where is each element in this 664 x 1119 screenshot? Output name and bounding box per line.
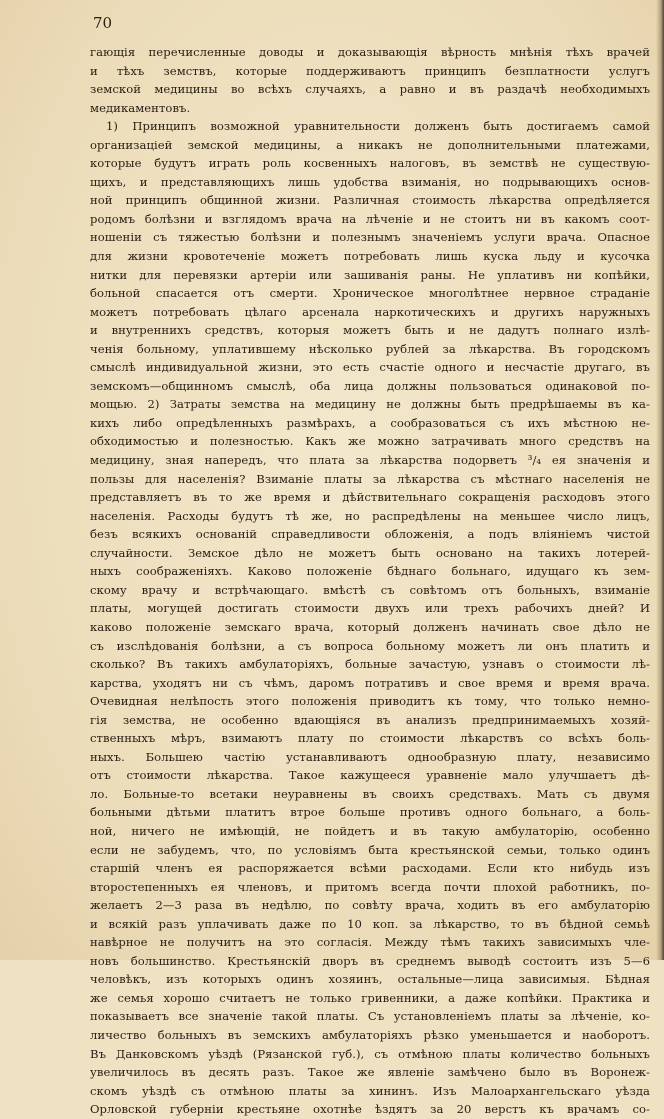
text-line: медикаментовъ. (90, 100, 191, 115)
text-line: навѣрное не получитъ на это согласія. Между тѣмъ такихъ зависимыхъ чле- (90, 935, 650, 950)
text-line: которые будутъ играть роль косвенныхъ налоговъ, въ земствѣ не существую- (90, 156, 650, 171)
text-line: новъ большинство. Крестьянскій дворъ въ среднемъ выводѣ состоитъ изъ 5—6 (90, 953, 650, 968)
text-line: пользы для населенія? Взиманіе платы за лѣкарства съ мѣстнаго населенія не (90, 471, 650, 486)
text-line: земской медицины во всѣхъ случаяхъ, а равно и въ раздачѣ необходимыхъ (90, 82, 650, 97)
text-line: же семья хорошо считаетъ не только гривенники, а даже копѣйки. Практика и (90, 990, 650, 1005)
text-line: старшій членъ ея распоряжается всѣми расходами. Если кто нибудь изъ (90, 861, 650, 876)
text-line: ныхъ соображеніяхъ. Каково положеніе бѣднаго больнаго, идущаго къ зем- (90, 564, 650, 579)
text-line: и тѣхъ земствъ, которые поддерживаютъ принципъ безплатности услугъ (90, 63, 650, 78)
text-line: увеличилось въ десять разъ. Такое же явленіе замѣчено было въ Воронеж- (90, 1065, 650, 1080)
text-line: ственныхъ мѣръ, взимаютъ плату по стоимости лѣкарствъ со всѣхъ боль- (90, 731, 650, 746)
text-line: щихъ, и представляющихъ лишь удобства взиманія, но подрывающихъ основ- (90, 174, 650, 189)
text-line: земскомъ—общинномъ смыслѣ, оба лица должны пользоваться одинаковой по- (90, 378, 650, 393)
text-line: ченія больному, уплатившему нѣсколько рублей за лѣкарства. Въ городскомъ (90, 341, 650, 356)
text-line: человѣкъ, изъ которыхъ одинъ хозяинъ, остальные—лица зависимыя. Бѣдная (90, 972, 650, 987)
text-line: случайности. Земское дѣло не можетъ быть основано на такихъ лотерей- (90, 545, 650, 560)
text-line: платы, могущей достигать стоимости двухъ или трехъ рабочихъ дней? И (90, 601, 650, 616)
body-text (90, 43, 650, 1119)
text-line: для жизни кровотеченіе можетъ потребовать лишь куска льду и кусочка (90, 249, 650, 264)
text-line: сколько? Въ такихъ амбулаторіяхъ, больные зачастую, узнавъ о стоимости лѣ- (90, 657, 650, 672)
text-line: ло. Больные-то всетаки неуравнены въ своихъ средствахъ. Мать съ двумя (90, 786, 650, 801)
text-line: Въ Данковскомъ уѣздѣ (Рязанской губ.), съ отмѣною платы количество больныхъ (90, 1046, 650, 1061)
text-line: личество больныхъ въ земскихъ амбулаторіяхъ рѣзко уменьшается и наоборотъ. (90, 1027, 650, 1042)
text-line: и всякій разъ уплачивать даже по 10 коп. за лѣкарство, то въ бѣдной семьѣ (90, 916, 650, 931)
text-line: населенія. Расходы будутъ тѣ же, но распредѣлены на меньшее число лицъ, (90, 508, 650, 523)
text-line: ной, ничего не имѣющій, не пойдетъ и въ такую амбулаторію, особенно (90, 823, 650, 838)
text-line: Очевидная нелѣпость этого положенія приводитъ къ тому, что только немно- (90, 694, 650, 709)
text-line: больными дѣтьми платитъ втрое больше противъ одного больнаго, а боль- (90, 805, 650, 820)
text-line: организаціей земской медицины, а никакъ не дополнительными платежами, (90, 137, 650, 152)
text-line: съ изслѣдованія болѣзни, а съ вопроса больному можетъ ли онъ платить и (90, 638, 650, 653)
text-line: медицину, зная напередъ, что плата за лѣкарства подорветъ ³/₄ ея значенія и (90, 453, 650, 468)
text-line: второстепенныхъ ея членовъ, и притомъ всегда почти плохой работникъ, по- (90, 879, 650, 894)
text-line: если не забудемъ, что, по условіямъ быта крестьянской семьи, только одинъ (90, 842, 650, 857)
text-line: показываетъ все значеніе такой платы. Съ установленіемъ платы за лѣченіе, ко- (90, 1009, 650, 1024)
text-line: обходимостью и полезностью. Какъ же можно затрачивать много средствъ на (90, 434, 650, 449)
text-line: больной спасается отъ смерти. Хроническое многолѣтнее нервное страданіе (90, 286, 650, 301)
text-line: карства, уходятъ ни съ чѣмъ, даромъ потративъ и свое время и время врача. (90, 675, 650, 690)
text-line: безъ всякихъ основаній справедливости обложенія, а подъ вліяніемъ чистой (90, 527, 650, 542)
text-line: ныхъ. Большею частію устанавливаютъ однообразную плату, независимо (90, 749, 650, 764)
text-line: гія земства, не особенно вдающіяся въ анализъ предпринимаемыхъ хозяй- (90, 712, 650, 727)
text-line: отъ стоимости лѣкарства. Такое кажущееся уравненіе мало улучшаетъ дѣ- (90, 768, 650, 783)
text-line: смыслѣ индивидуальной жизни, это есть счастіе одного и несчастіе другаго, въ (90, 360, 650, 375)
text-line: гающія перечисленные доводы и доказывающія вѣрность мнѣнія тѣхъ врачей (90, 45, 650, 59)
text-line: Орловской губерніи крестьяне охотнѣе ѣздятъ за 20 верстъ къ врачамъ со- (90, 1102, 650, 1117)
text-line: и внутреннихъ средствъ, которыя можетъ быть и не дадутъ полнаго излѣ- (90, 323, 650, 338)
page-edge-shadow (656, 0, 664, 960)
text-line: кихъ либо опредѣленныхъ размѣрахъ, а сообразоваться съ ихъ мѣстною не- (90, 415, 650, 430)
text-line: представляетъ въ то же время и дѣйствительнаго сокращенія расходовъ этого (90, 490, 650, 505)
text-line: скомъ уѣздѣ съ отмѣною платы за хининъ. Изъ Малоархангельскаго уѣзда (90, 1083, 650, 1098)
text-line: нитки для перевязки артеріи или зашиванія раны. Не уплативъ ни копѣйки, (90, 267, 650, 282)
text-line: скому врачу и встрѣчающаго. вмѣстѣ съ совѣтомъ отъ больныхъ, взиманіе (90, 582, 650, 597)
text-line: родомъ болѣзни и взглядомъ врача на лѣченіе и не стоитъ ни въ какомъ соот- (90, 211, 650, 226)
text-line: 1) Принципъ возможной уравнительности долженъ быть достигаемъ самой (106, 119, 650, 134)
text-line: ношеніи съ тяжестью болѣзни и полезнымъ значеніемъ услуги врача. Опасное (90, 230, 650, 245)
text-line: мощью. 2) Затраты земства на медицину не должны быть предрѣшаемы въ ка- (90, 397, 650, 412)
text-line: можетъ потребовать цѣлаго арсенала наркотическихъ и другихъ наружныхъ (90, 304, 650, 319)
page-number: 70 (93, 14, 113, 32)
text-line: желаетъ 2—3 раза въ недѣлю, по совѣту врача, ходить въ его амбулаторію (90, 898, 650, 913)
text-line: каково положеніе земскаго врача, который долженъ начинать свое дѣло не (90, 619, 650, 634)
text-line: ной принципъ общинной жизни. Различная стоимость лѣкарства опредѣляется (90, 193, 650, 208)
